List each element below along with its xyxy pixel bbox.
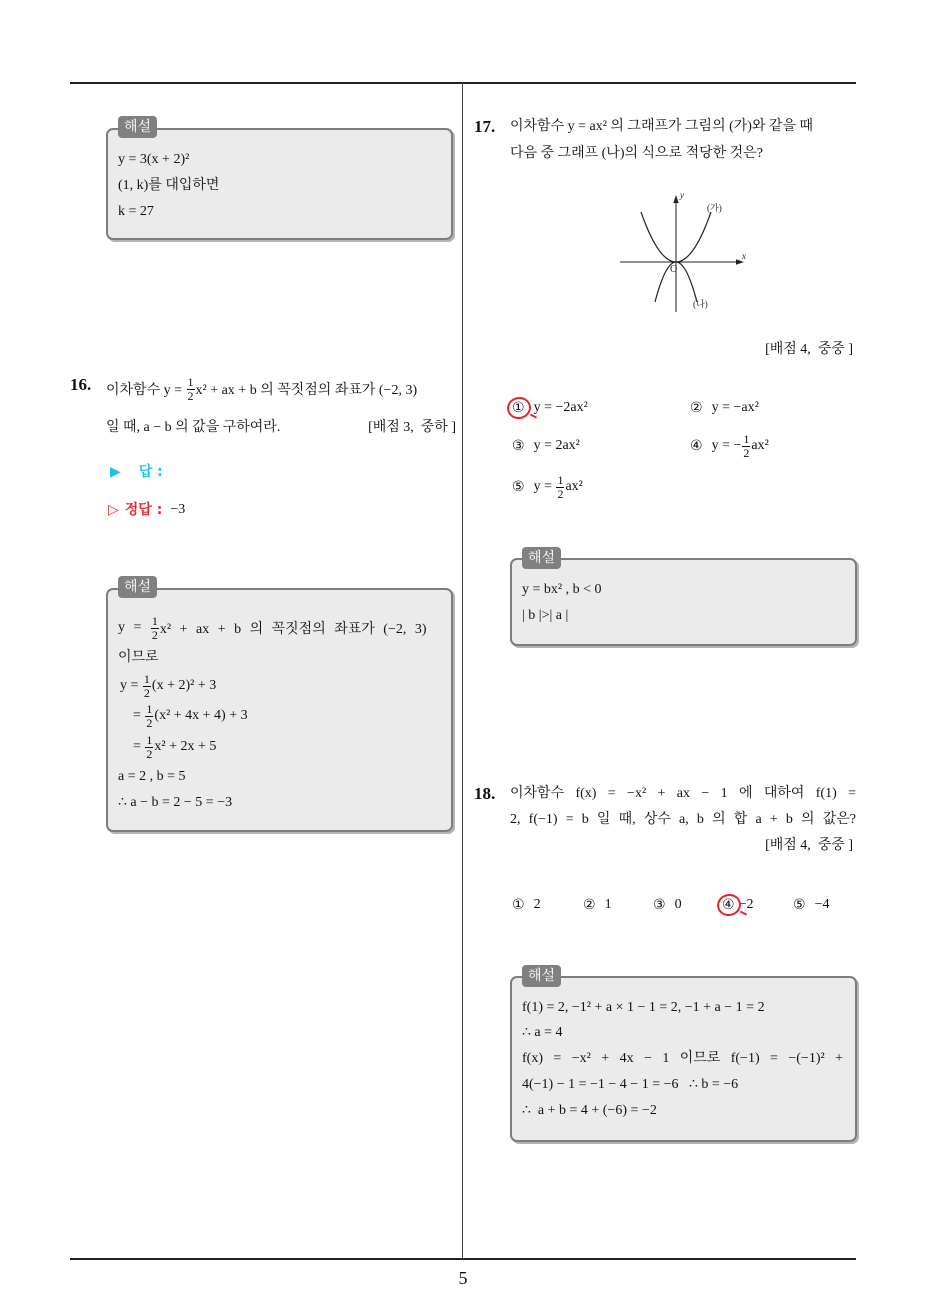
fraction-numerator: 1 bbox=[743, 431, 750, 446]
solution-line bbox=[133, 701, 248, 731]
solution-line: (1, k)를 대입하면 bbox=[118, 178, 220, 193]
solution-tab: 해설 bbox=[522, 965, 561, 987]
fraction-denominator: 2 bbox=[743, 445, 750, 460]
fraction bbox=[187, 376, 195, 403]
fraction-numerator: 1 bbox=[146, 701, 153, 716]
q18-choice-1 bbox=[512, 889, 541, 921]
q18-choice-2 bbox=[583, 889, 612, 921]
solution-tab: 해설 bbox=[118, 576, 157, 598]
q17-stem-line2: 다음 중 그래프 (나)의 식으로 적당한 것은? bbox=[510, 146, 763, 161]
score-label: [배점 4, 중중 ] bbox=[765, 342, 853, 357]
choice-number: ④ bbox=[690, 438, 703, 454]
solution-line: y = 3(x + 2)² bbox=[118, 152, 190, 167]
fraction bbox=[143, 673, 151, 700]
solution-line bbox=[118, 612, 427, 644]
origin-label: O bbox=[670, 264, 678, 275]
solution-text: = bbox=[133, 708, 145, 723]
solution-line: k = 27 bbox=[118, 204, 154, 219]
solution-text: y = bbox=[118, 620, 150, 635]
question-number: 16. bbox=[70, 375, 92, 394]
correct-answer-value: −3 bbox=[170, 502, 186, 517]
q18-stem-line1: 이차함수 f(x) = −x² + ax − 1 에 대하여 f(1) = bbox=[510, 786, 856, 801]
fraction-denominator: 2 bbox=[557, 486, 564, 501]
q17-stem-line1: 이차함수 y = ax² 의 그래프가 그림의 (가)와 같을 때 bbox=[510, 119, 814, 134]
curve-b-label: (나) bbox=[693, 299, 708, 309]
solution-tab: 해설 bbox=[522, 547, 561, 569]
fraction bbox=[556, 474, 564, 501]
choice-number: ② bbox=[583, 897, 596, 913]
choice-expression: 0 bbox=[674, 897, 682, 912]
q18-choice-3 bbox=[653, 889, 682, 921]
page-number: 5 bbox=[458, 1268, 468, 1288]
expression-text: ax² bbox=[565, 479, 583, 494]
fraction-numerator: 1 bbox=[557, 472, 564, 487]
fraction bbox=[742, 433, 750, 460]
q18-choice-4 bbox=[722, 889, 753, 921]
q18-stem-line2: 2, f(−1) = b 일 때, 상수 a, b 의 합 a + b 의 값은? bbox=[510, 812, 856, 827]
correct-answer-row bbox=[108, 500, 185, 520]
q16-stem-line2: 일 때, a − b 의 값을 구하여라. bbox=[106, 420, 281, 435]
top-rule bbox=[70, 82, 856, 84]
expression-text: ax² bbox=[751, 438, 769, 453]
q16-stem-line1 bbox=[106, 371, 417, 407]
choice-expression: −4 bbox=[814, 897, 830, 912]
solution-text: (x² + 4x + 4) + 3 bbox=[154, 708, 248, 723]
choice-expression: 1 bbox=[604, 897, 612, 912]
bottom-rule bbox=[70, 1258, 856, 1260]
fraction-denominator: 2 bbox=[187, 388, 194, 403]
expression-text: y = − bbox=[711, 438, 742, 453]
choice-number: ⑤ bbox=[793, 897, 806, 913]
score-label: [배점 3, 중하 ] bbox=[368, 420, 456, 435]
score-label: [배점 4, 중중 ] bbox=[765, 838, 853, 853]
solution-line: | b |>| a | bbox=[522, 608, 569, 623]
solution-line: f(1) = 2, −1² + a × 1 − 1 = 2, −1 + a − 1 = 2 bbox=[522, 1000, 765, 1015]
correct-answer-label: 정답 : bbox=[124, 502, 163, 518]
fraction-numerator: 1 bbox=[143, 671, 150, 686]
choice-number: ④ bbox=[722, 897, 735, 913]
fraction-denominator: 2 bbox=[146, 715, 153, 730]
answer-marker-icon: ▶ bbox=[110, 464, 121, 480]
q17-choice-1 bbox=[512, 392, 588, 424]
choice-number: ② bbox=[690, 400, 703, 416]
q17-choice-2 bbox=[690, 392, 759, 424]
fraction bbox=[151, 615, 159, 642]
choice-number: ① bbox=[512, 897, 525, 913]
answer-circle-mark bbox=[715, 892, 743, 919]
solution-text: x² + ax + b 의 꼭짓점의 좌표가 (−2, 3) bbox=[159, 622, 427, 637]
choice-expression: y = 2ax² bbox=[533, 438, 580, 453]
solution-line bbox=[120, 671, 216, 701]
fraction-denominator: 2 bbox=[151, 627, 158, 642]
choice-expression bbox=[712, 433, 769, 460]
curve-a-label: (가) bbox=[707, 203, 722, 213]
solution-tab: 해설 bbox=[118, 116, 157, 138]
q17-solution-box bbox=[510, 558, 857, 646]
solution-line: ∴ a = 4 bbox=[522, 1025, 563, 1040]
answer-row bbox=[110, 462, 163, 482]
question-number: 18. bbox=[474, 784, 496, 803]
solution-line bbox=[133, 732, 216, 762]
solution-text: = bbox=[133, 739, 145, 754]
choice-expression: 2 bbox=[533, 897, 541, 912]
answer-circle-mark bbox=[505, 395, 533, 422]
choice-number: ① bbox=[512, 400, 525, 416]
solution-line: f(x) = −x² + 4x − 1 이므로 f(−1) = −(−1)² + bbox=[522, 1051, 843, 1066]
solution-text: (x + 2)² + 3 bbox=[151, 678, 217, 693]
solution-text: x² + 2x + 5 bbox=[154, 739, 217, 754]
fraction-numerator: 1 bbox=[146, 732, 153, 747]
fraction-numerator: 1 bbox=[187, 374, 194, 389]
q17-choice-4 bbox=[690, 430, 769, 462]
solution-text: y = bbox=[120, 678, 142, 693]
fraction-numerator: 1 bbox=[151, 613, 158, 628]
choice-expression: −2 bbox=[738, 897, 754, 912]
y-axis-label: y bbox=[680, 190, 684, 200]
fraction-denominator: 2 bbox=[146, 746, 153, 761]
solution-line: 4(−1) − 1 = −1 − 4 − 1 = −6 ∴ b = −6 bbox=[522, 1077, 739, 1092]
choice-expression bbox=[534, 474, 583, 501]
fraction bbox=[145, 703, 153, 730]
stem-text: x² + ax + b 의 꼭짓점의 좌표가 (−2, 3) bbox=[195, 383, 418, 398]
solution-line: a = 2 , b = 5 bbox=[118, 769, 186, 784]
q18-choice-5 bbox=[793, 889, 829, 921]
fraction-denominator: 2 bbox=[143, 685, 150, 700]
solution-line: y = bx² , b < 0 bbox=[522, 582, 602, 597]
column-divider bbox=[462, 82, 463, 1258]
y-axis-arrow-icon bbox=[673, 195, 678, 203]
solution-line: ∴ a + b = 4 + (−6) = −2 bbox=[522, 1103, 657, 1118]
solution-line: 이므로 bbox=[118, 650, 159, 665]
expression-text: y = bbox=[533, 479, 556, 494]
choice-number: ⑤ bbox=[512, 479, 525, 495]
fraction bbox=[145, 734, 153, 761]
q17-choice-3 bbox=[512, 430, 580, 462]
stem-text: 이차함수 y = bbox=[106, 383, 186, 398]
choice-number: ③ bbox=[653, 897, 666, 913]
choice-expression: y = −2ax² bbox=[533, 400, 588, 415]
x-axis-label: x bbox=[742, 251, 746, 261]
q17-choice-5 bbox=[512, 471, 583, 503]
choice-expression: y = −ax² bbox=[711, 400, 759, 415]
solution-line: ∴ a − b = 2 − 5 = −3 bbox=[118, 795, 233, 810]
parabola-figure bbox=[615, 186, 755, 316]
choice-number: ③ bbox=[512, 438, 525, 454]
answer-label: 답 : bbox=[138, 464, 163, 480]
correct-marker-icon: ▷ bbox=[108, 502, 119, 518]
question-number: 17. bbox=[474, 117, 496, 136]
